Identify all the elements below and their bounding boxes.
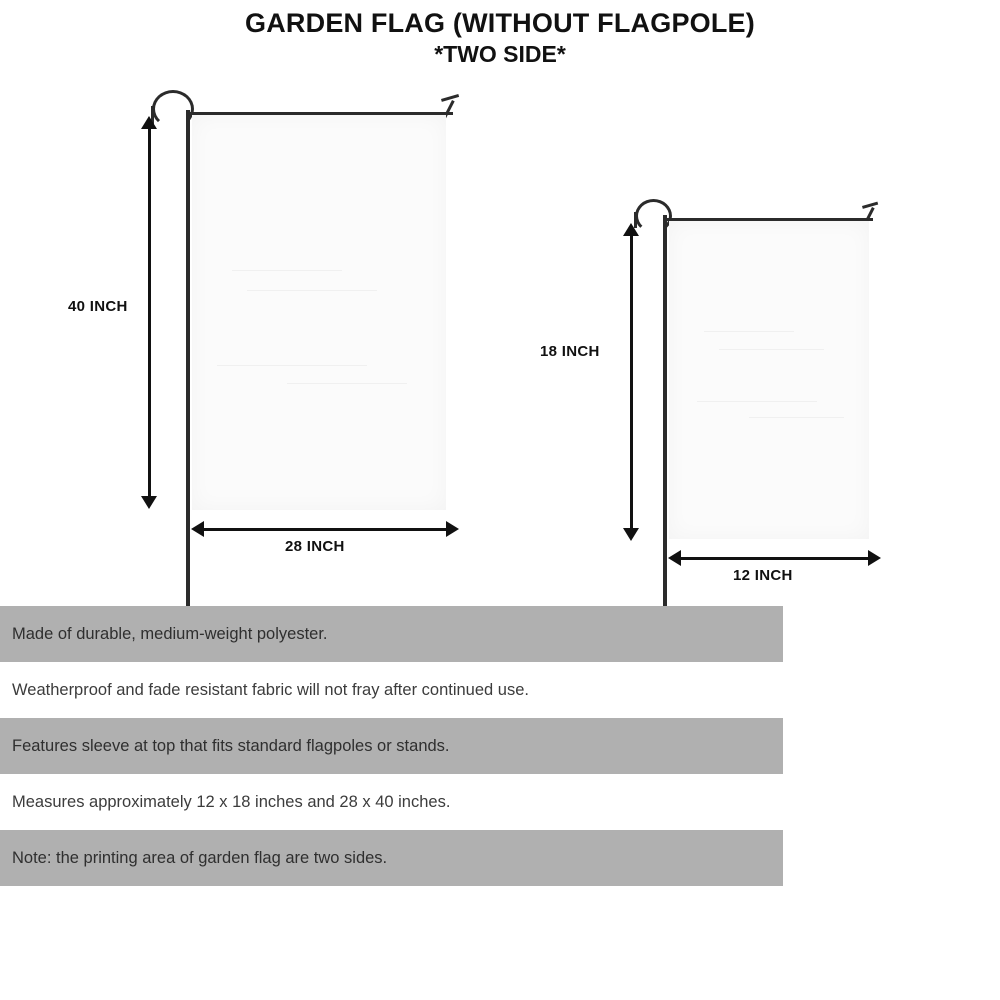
small-flag-width-arrow-right-icon [868, 550, 881, 566]
small-flag-height-arrow-up-icon [623, 223, 639, 236]
large-flag-height-arrow-down-icon [141, 496, 157, 509]
large-flag-pole [186, 110, 190, 610]
large-flag-height-dimension-line [148, 128, 151, 498]
cloth-crease [697, 401, 817, 402]
small-flag-width-arrow-left-icon [668, 550, 681, 566]
large-flag-width-arrow-left-icon [191, 521, 204, 537]
cloth-crease [704, 331, 794, 332]
small-flag-height-dimension-line [630, 235, 633, 530]
cloth-crease [749, 417, 844, 418]
small-flag-pole-hook-icon [635, 199, 672, 233]
cloth-crease [287, 383, 407, 384]
feature-text: Made of durable, medium-weight polyester. [12, 624, 328, 643]
small-flag-height-label: 18 INCH [540, 343, 600, 360]
feature-text: Measures approximately 12 x 18 inches and 28 x 40 inches. [12, 792, 451, 811]
feature-text: Note: the printing area of garden flag are two sides. [12, 848, 388, 867]
large-flag-width-dimension-line [203, 528, 448, 531]
large-flag-cloth [192, 115, 446, 510]
list-item [0, 774, 783, 830]
large-flag-width-label: 28 INCH [285, 538, 345, 555]
small-flag-width-dimension-line [680, 557, 870, 560]
list-item [0, 606, 783, 662]
large-flag-pole-hook-icon [152, 90, 194, 128]
large-flag-width-arrow-right-icon [446, 521, 459, 537]
small-flag-pole [663, 215, 667, 615]
feature-text: Features sleeve at top that fits standard flagpoles or stands. [12, 736, 450, 755]
cloth-crease [247, 290, 377, 291]
feature-text: Weatherproof and fade resistant fabric will not fray after continued use. [12, 680, 529, 699]
large-flag-rod-tip-hook [441, 94, 459, 102]
feature-list [0, 606, 783, 886]
large-flag-height-label: 40 INCH [68, 298, 128, 315]
title-main-text: GARDEN FLAG (WITHOUT FLAGPOLE) [245, 8, 755, 38]
list-item [0, 830, 783, 886]
cloth-crease [217, 365, 367, 366]
list-item [0, 662, 783, 718]
cloth-crease [719, 349, 824, 350]
small-flag-width-label: 12 INCH [733, 567, 793, 584]
small-flag-diagram [520, 0, 1000, 640]
small-flag-height-arrow-down-icon [623, 528, 639, 541]
large-flag-height-arrow-up-icon [141, 116, 157, 129]
title-sub-text: *TWO SIDE* [434, 41, 566, 68]
list-item [0, 718, 783, 774]
cloth-crease [232, 270, 342, 271]
small-flag-cloth [669, 221, 869, 539]
large-flag-diagram [0, 0, 520, 620]
